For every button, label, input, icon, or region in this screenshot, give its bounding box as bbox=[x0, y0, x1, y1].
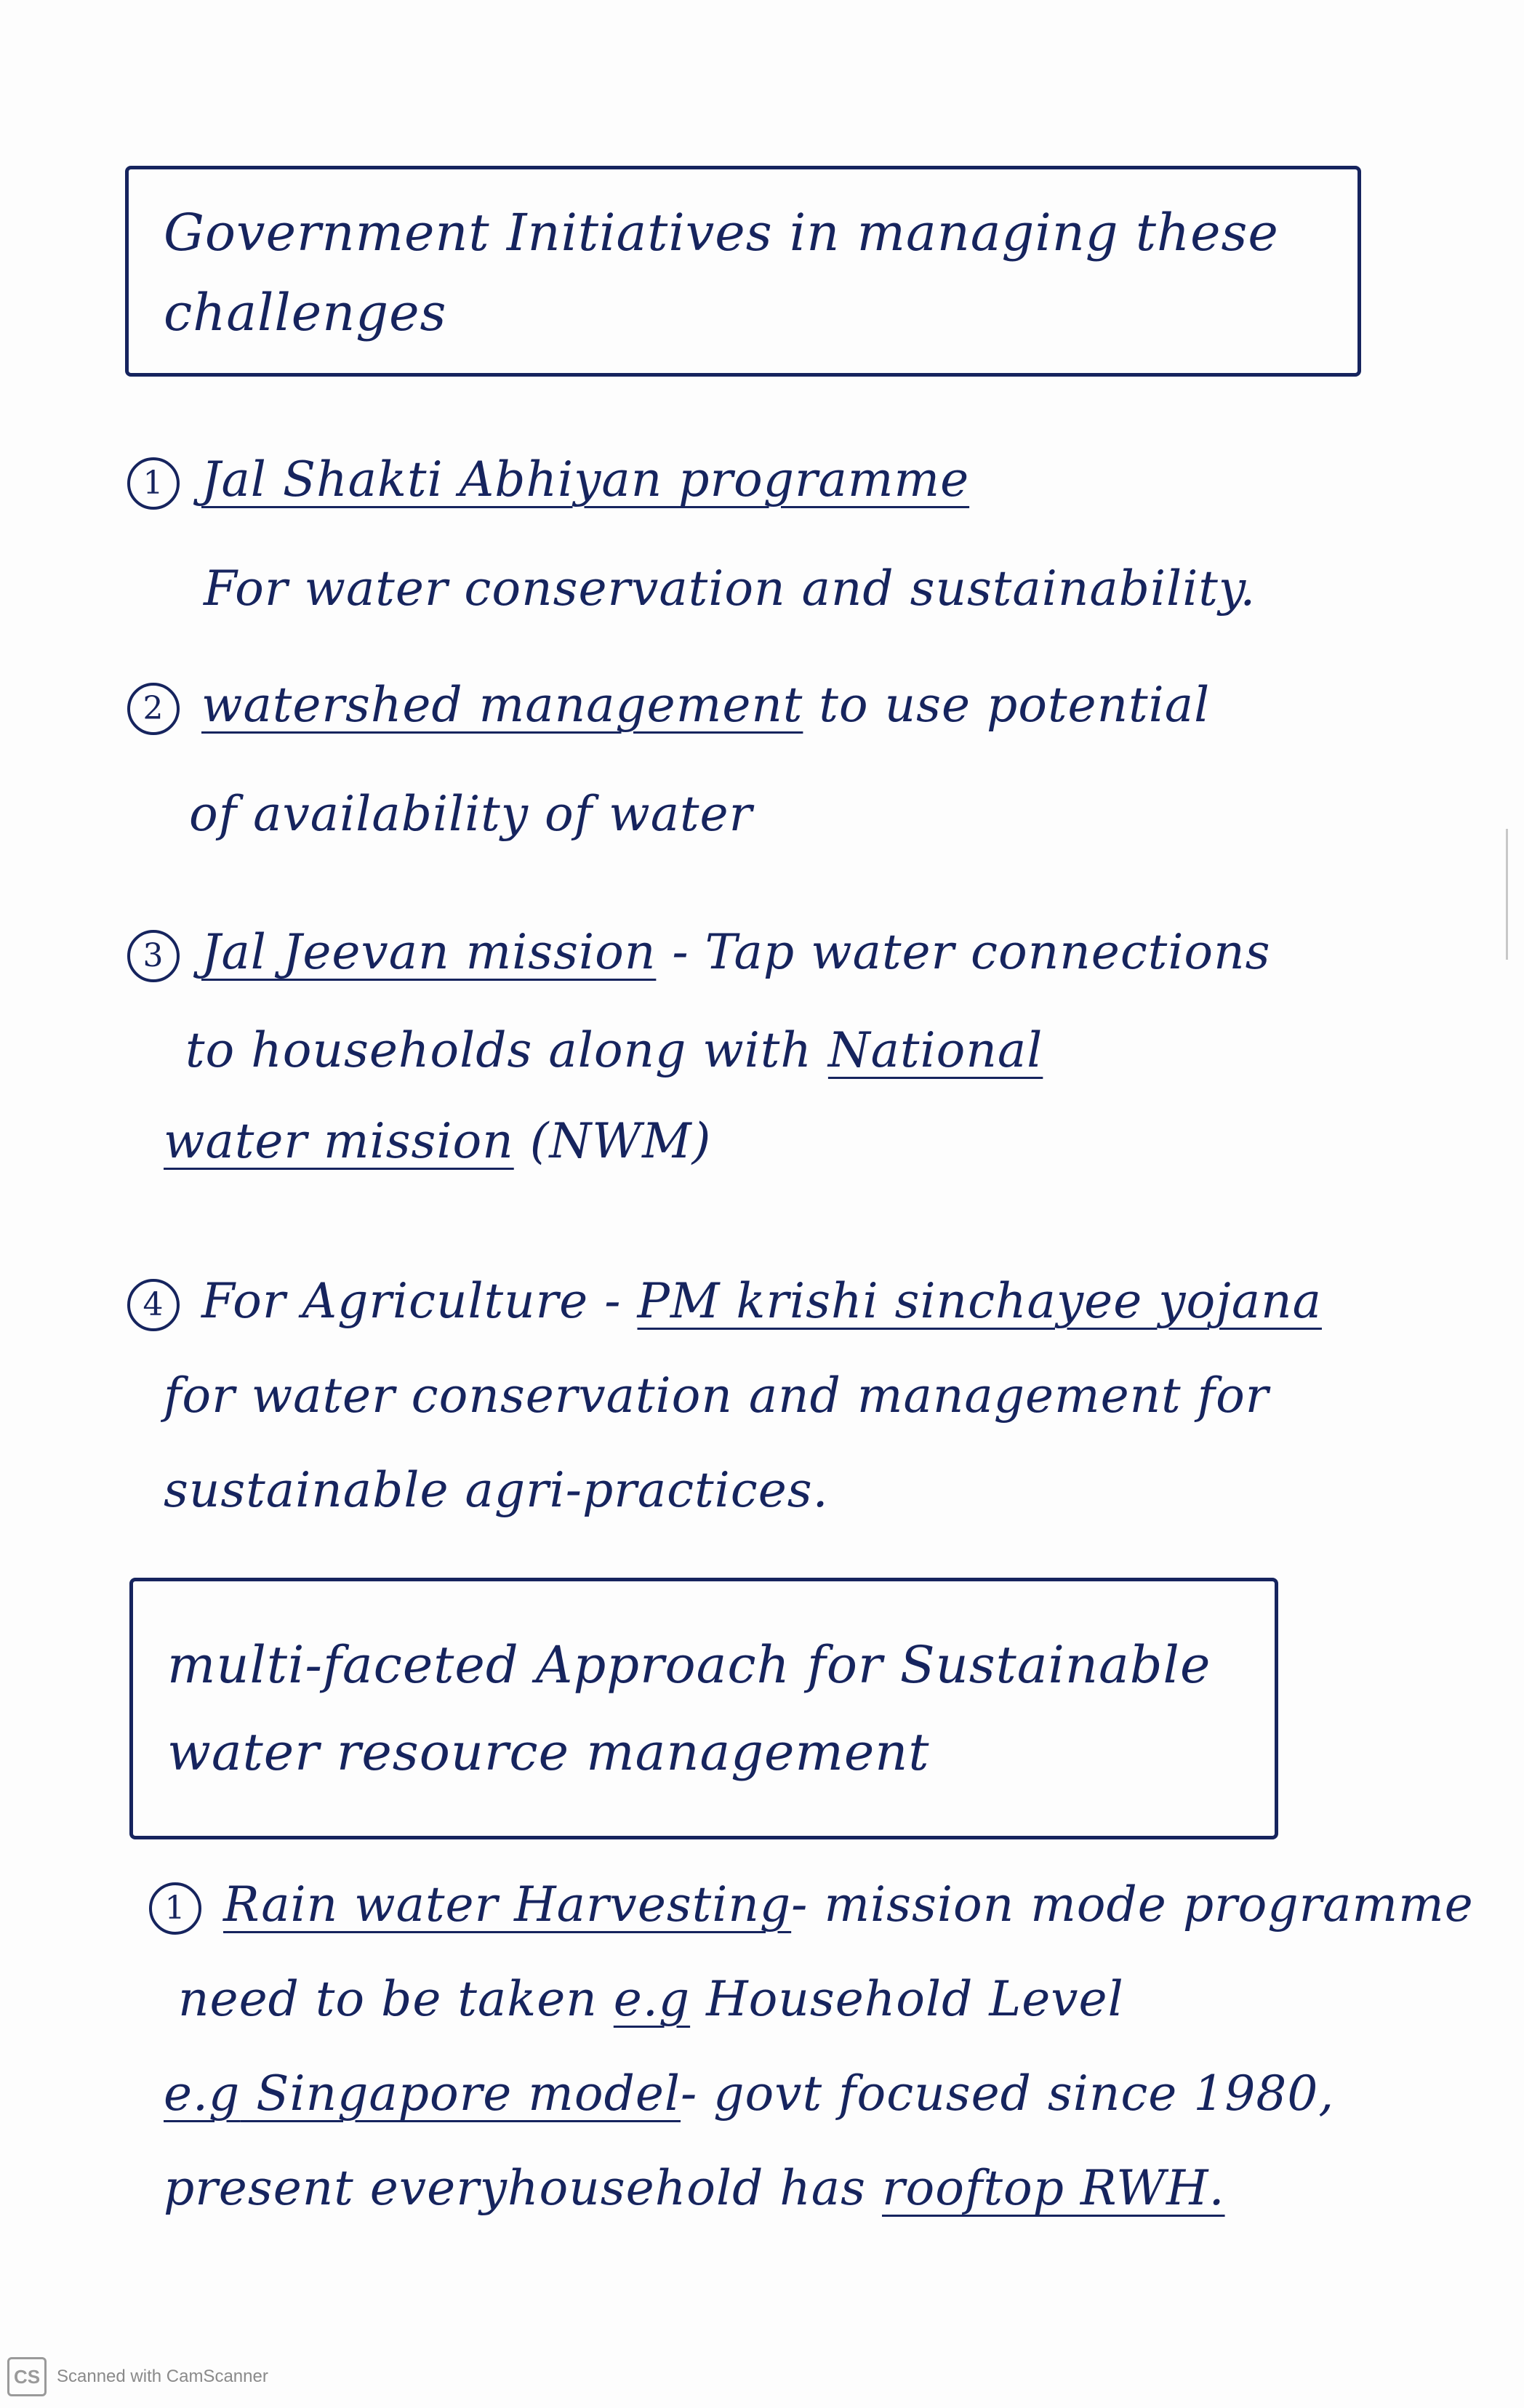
item-2-line-1 bbox=[127, 676, 1210, 735]
s2-item-1-line-4 bbox=[164, 2159, 1225, 2218]
jal-jeevan-mission-title: Jal Jeevan mission bbox=[201, 924, 657, 980]
item-3-line-2-start: to households along with bbox=[185, 1022, 828, 1078]
pm-krishi-sinchayee-yojana-title: PM krishi sinchayee yojana bbox=[637, 1273, 1322, 1329]
s2-item-1-line-2-start: need to be taken bbox=[178, 1971, 614, 2027]
heading-line-1: Government Initiatives in managing these bbox=[164, 203, 1279, 262]
national-title: National bbox=[827, 1022, 1043, 1078]
s2-item-1-line-4-start: present everyhousehold has bbox=[164, 2160, 882, 2216]
eg-label-1: e.g bbox=[613, 1971, 691, 2027]
item-3-line-3 bbox=[164, 1112, 711, 1171]
item-4-line-3: sustainable agri-practices. bbox=[164, 1462, 829, 1518]
item-2-line-1-rest: to use potential bbox=[803, 677, 1211, 733]
section2-heading-line-1: multi-faceted Approach for Sustainable bbox=[167, 1635, 1211, 1695]
eg-label-2: e.g bbox=[164, 2066, 241, 2122]
number-circle-s2-1: 1 bbox=[149, 1882, 201, 1935]
item-4-line-2: for water conservation and management for bbox=[164, 1368, 1270, 1424]
number-circle-2: 2 bbox=[127, 683, 180, 735]
s2-item-1-line-3 bbox=[164, 2065, 1334, 2123]
number-circle-3: 3 bbox=[127, 930, 180, 982]
s2-item-1-line-1-rest: - mission mode programme bbox=[791, 1877, 1474, 1933]
heading-box-government-initiatives bbox=[125, 166, 1361, 377]
rain-water-harvesting-title: Rain water Harvesting bbox=[223, 1877, 792, 1933]
item-3-line-1 bbox=[127, 923, 1271, 982]
number-circle-4: 4 bbox=[127, 1279, 180, 1331]
watershed-management-title: watershed management bbox=[201, 677, 803, 733]
s2-item-1-line-2-rest: Household Level bbox=[690, 1971, 1124, 2027]
rooftop-rwh-title: rooftop RWH. bbox=[882, 2160, 1225, 2216]
item-4-line-1 bbox=[127, 1272, 1322, 1331]
water-mission-title: water mission bbox=[164, 1113, 514, 1169]
number-circle-1: 1 bbox=[127, 457, 180, 510]
heading-line-2: challenges bbox=[164, 283, 447, 342]
s2-item-1-line-3-rest: - govt focused since 1980, bbox=[681, 2066, 1335, 2122]
section2-heading-line-2: water resource management bbox=[167, 1722, 930, 1782]
s2-item-1-line-2 bbox=[178, 1970, 1124, 2028]
singapore-model-title: Singapore model bbox=[240, 2066, 681, 2122]
camscanner-label: Scanned with CamScanner bbox=[57, 2367, 268, 2386]
item-4-line-1-start: For Agriculture - bbox=[201, 1273, 638, 1329]
camscanner-logo-icon: CS bbox=[7, 2357, 47, 2396]
item-2-line-2: of availability of water bbox=[189, 786, 753, 842]
item-1-line-2: For water conservation and sustainability. bbox=[204, 561, 1256, 617]
item-3-line-2 bbox=[185, 1022, 1043, 1080]
item-3-line-1-rest: - Tap water connections bbox=[656, 924, 1271, 980]
page-edge-shadow bbox=[1506, 829, 1524, 960]
jal-shakti-abhiyan-title: Jal Shakti Abhiyan programme bbox=[201, 452, 970, 507]
item-1-line-1 bbox=[127, 451, 969, 510]
s2-item-1-line-1 bbox=[149, 1876, 1474, 1935]
camscanner-watermark bbox=[7, 2357, 268, 2396]
heading-box-multi-faceted-approach bbox=[129, 1578, 1278, 1839]
item-3-line-3-rest: (NWM) bbox=[513, 1113, 712, 1169]
